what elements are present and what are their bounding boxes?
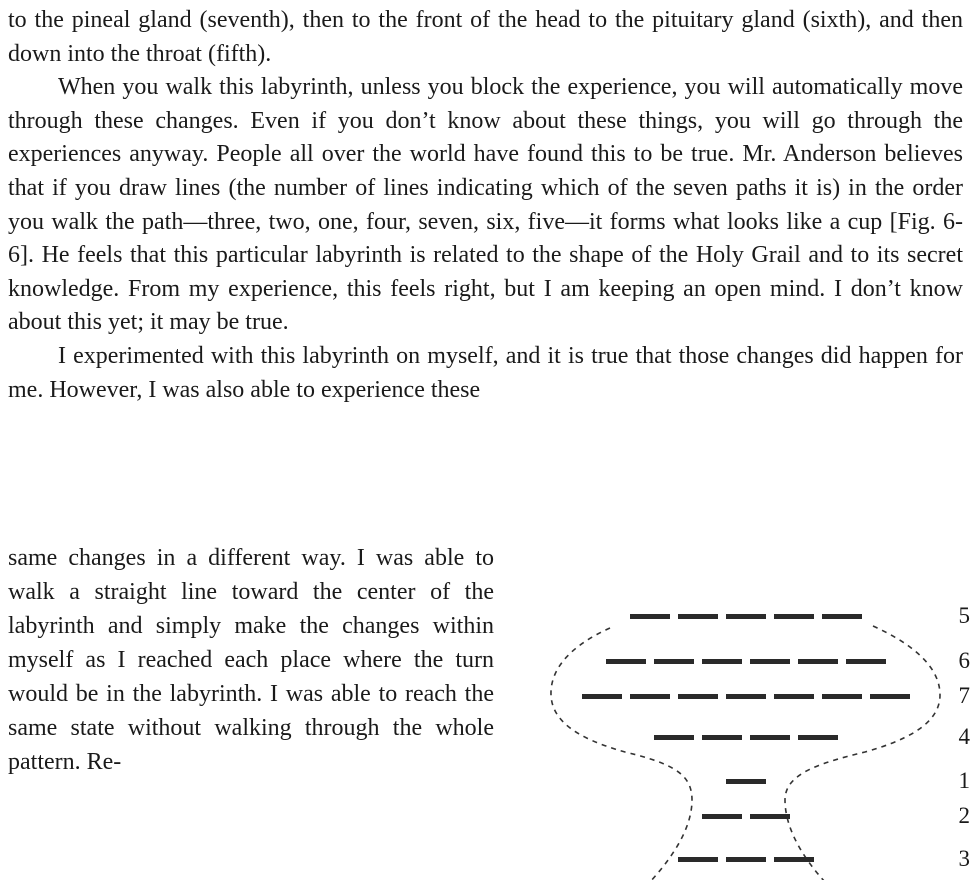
row-number: 4 <box>958 724 970 749</box>
dash-mark <box>630 614 670 619</box>
dash-mark <box>798 659 838 664</box>
cup-outline-left <box>551 628 692 880</box>
dash-mark <box>798 735 838 740</box>
dash-mark <box>726 857 766 862</box>
dash-mark <box>822 614 862 619</box>
dash-mark <box>678 694 718 699</box>
dash-mark <box>702 735 742 740</box>
dash-mark <box>678 614 718 619</box>
dash-rows <box>582 614 910 862</box>
dash-mark <box>702 814 742 819</box>
row-number: 3 <box>958 846 970 871</box>
dash-mark <box>654 735 694 740</box>
dash-mark <box>774 694 814 699</box>
dash-mark <box>750 659 790 664</box>
dash-mark <box>750 735 790 740</box>
dash-mark <box>750 814 790 819</box>
dash-mark <box>726 779 766 784</box>
dash-mark <box>654 659 694 664</box>
dash-mark <box>678 857 718 862</box>
dash-mark <box>702 659 742 664</box>
paragraph-continuation: to the pineal gland (seventh), then to the front of the head to the pituitary gland (sixth), and then down into the throat (fifth). <box>8 7 963 67</box>
wrapped-text: same changes in a different way. I was able to walk a straight line toward the center of the labyrinth and simply make the changes within myself as I reached each place where the turn would be in the labyrinth. I was able to reach the same state without walking through the whole pattern. Re- <box>8 545 494 775</box>
row-number: 6 <box>958 648 970 673</box>
cup-outline-right <box>785 626 940 880</box>
row-number: 2 <box>958 803 970 828</box>
dash-mark <box>726 694 766 699</box>
dash-mark <box>606 659 646 664</box>
paragraph-labyrinth: When you walk this labyrinth, unless you block the experience, you will automatically move through these changes. Even if you don’t know about these things, you will go through the experiences anyway. People all over the world have found this to be true. Mr. Anderson believes that if you draw lines (the number of lines indicating which of the seven paths it is) in the order you walk the path—three, two, one, four, seven, six, five—it forms what looks like a cup [Fig. 6-6]. He feels that this particular labyrinth is related to the shape of the Holy Grail and to its secret knowledge. From my experience, this feels right, but I am keeping an open mind. I don’t know about this yet; it may be true. <box>8 74 963 336</box>
row-number: 1 <box>958 768 970 793</box>
dash-mark <box>630 694 670 699</box>
main-text <box>8 4 963 407</box>
paragraph-experiment: I experimented with this labyrinth on myself, and it is true that those changes did happen for me. However, I was also able to experience these <box>8 342 963 403</box>
dash-mark <box>774 857 814 862</box>
dash-mark <box>774 614 814 619</box>
row-number: 7 <box>958 683 970 708</box>
dash-mark <box>846 659 886 664</box>
row-number: 5 <box>958 603 970 628</box>
dash-mark <box>726 614 766 619</box>
dash-mark <box>870 694 910 699</box>
cup-figure <box>520 560 975 880</box>
dash-mark <box>582 694 622 699</box>
cup-drawing <box>520 560 975 880</box>
dash-mark <box>822 694 862 699</box>
